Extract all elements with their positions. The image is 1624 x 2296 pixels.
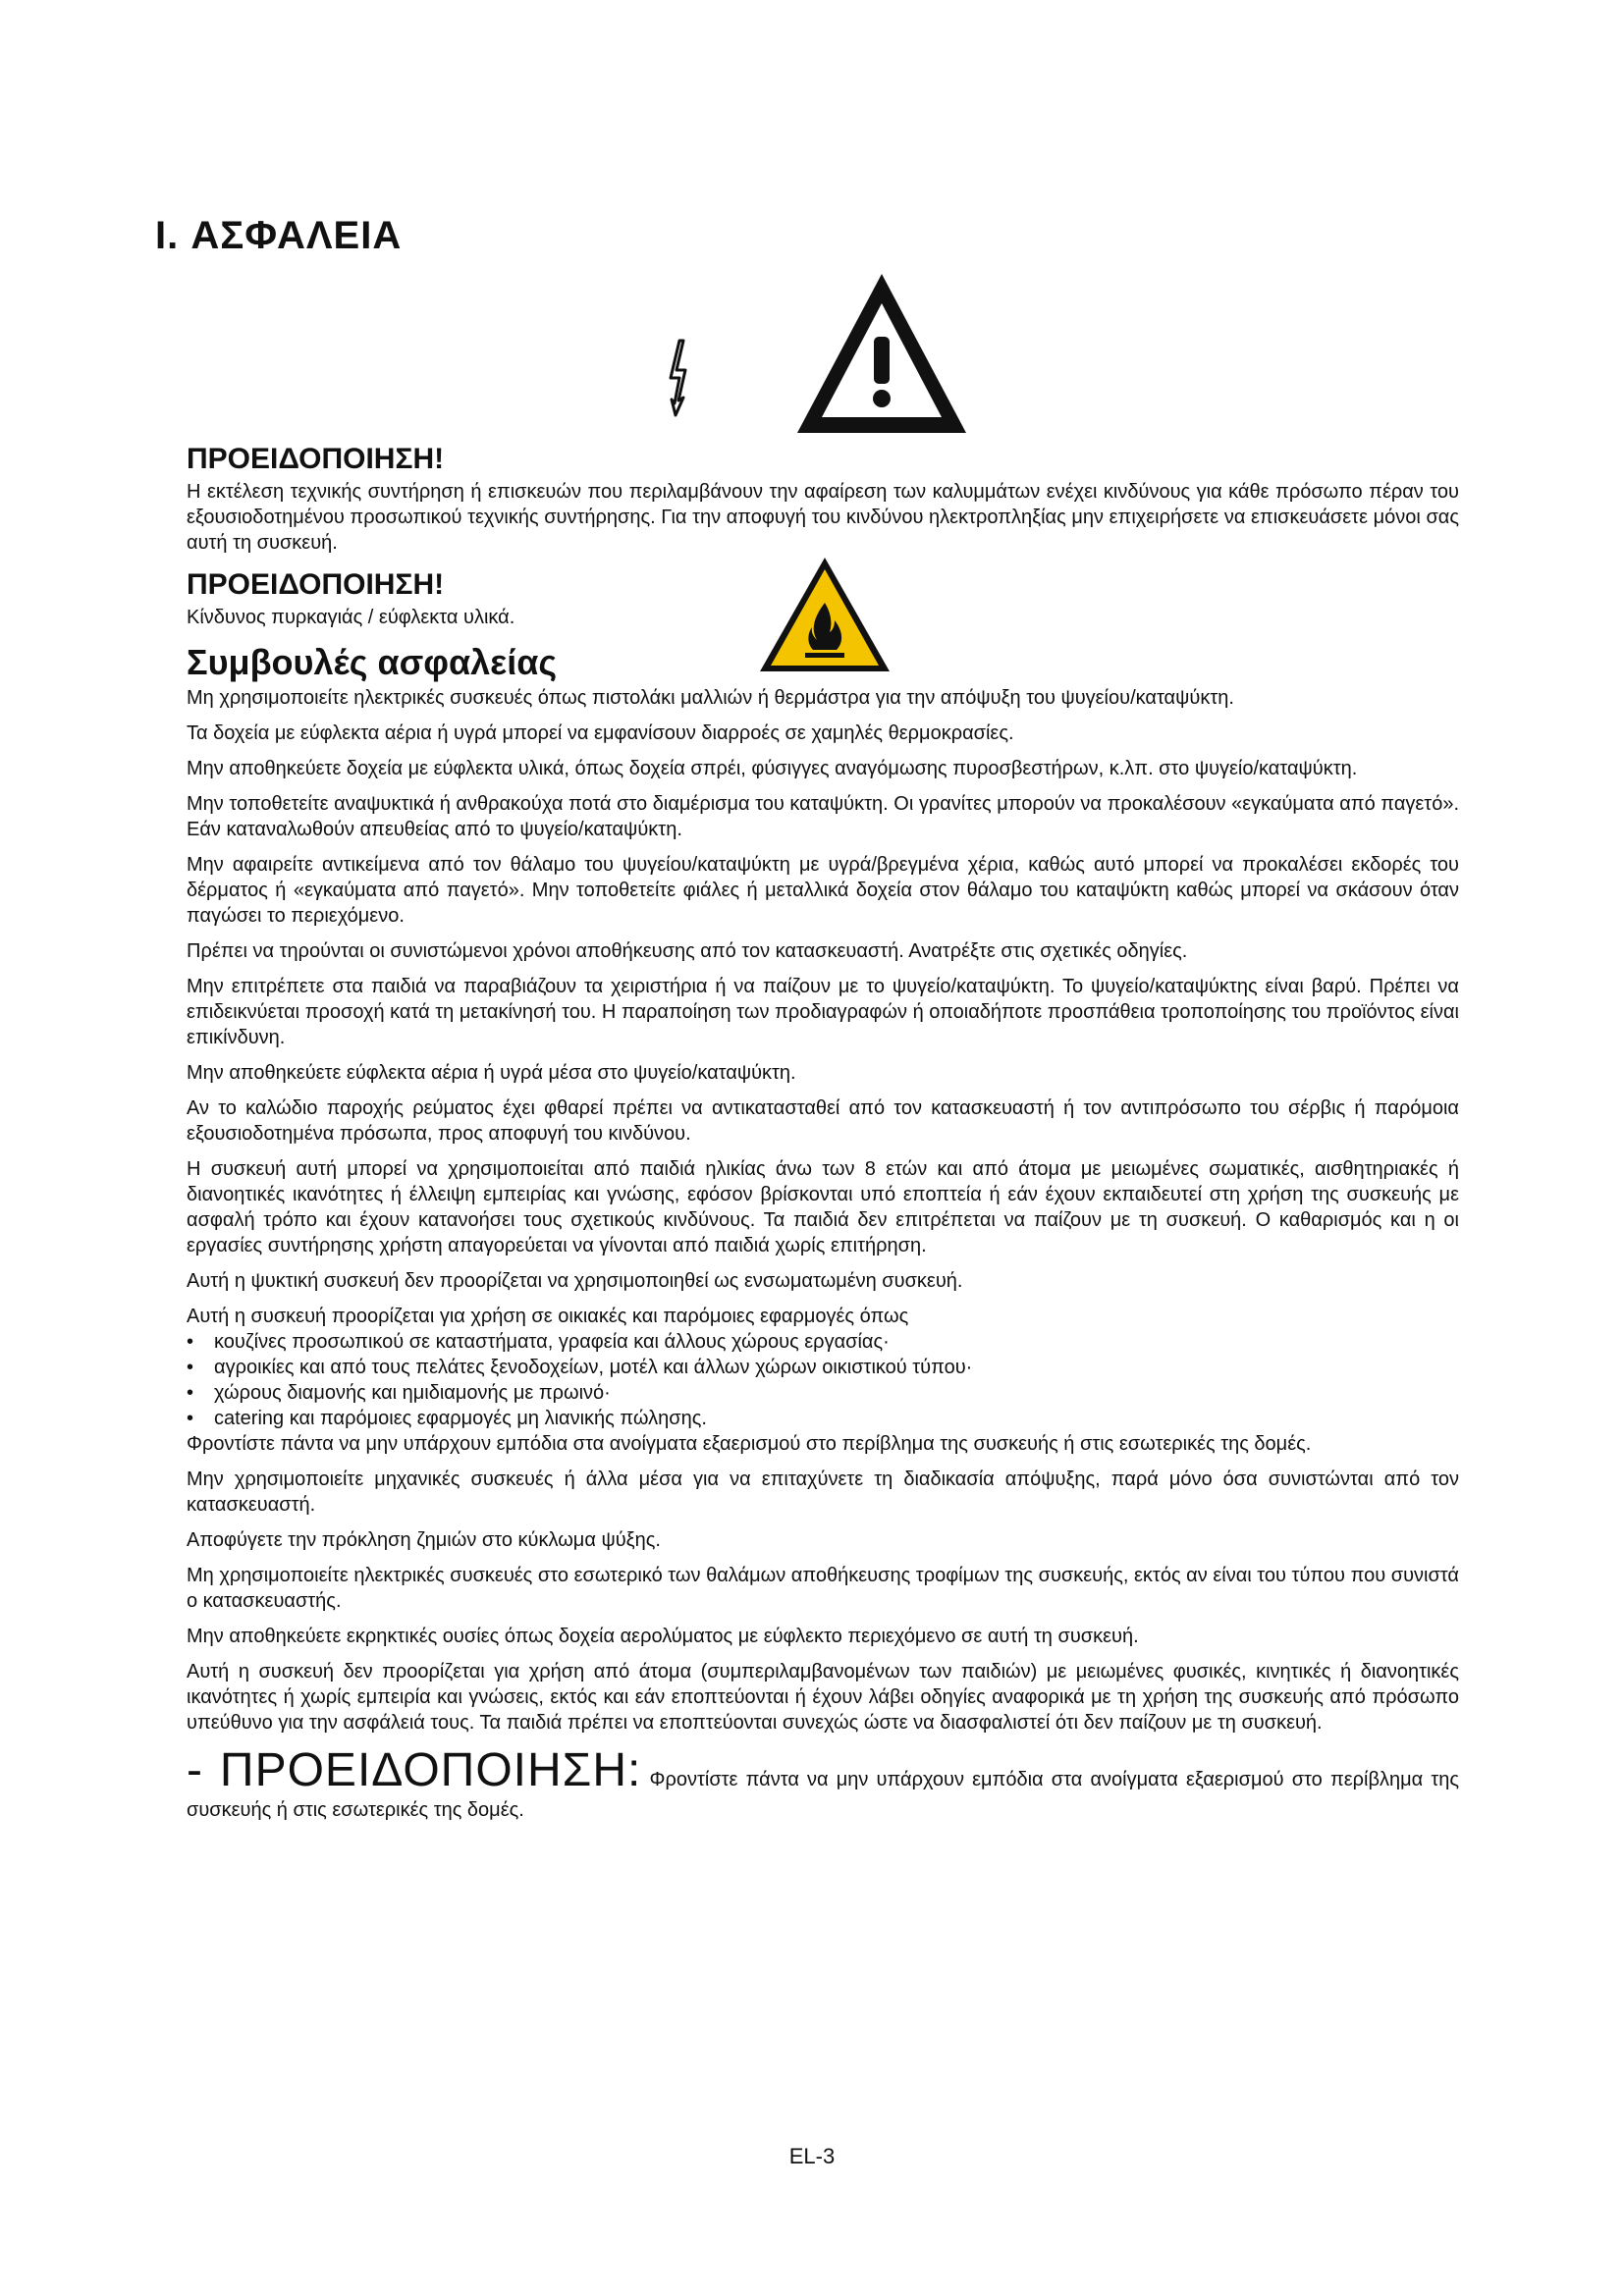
paragraph: Μη χρησιμοποιείτε ηλεκτρικές συσκευές όπως πιστολάκι μαλλιών ή θερμάστρα για την απόψυξη του ψυγείου/καταψύκτη. <box>187 687 1234 709</box>
list-item: • catering και παρόμοιες εφαρμογές μη λιανικής πώλησης. <box>187 1406 1459 1431</box>
flammable-icon <box>756 554 893 677</box>
warning-text-1: Η εκτέλεση τεχνικής συντήρηση ή επισκευών που περιλαμβάνουν την αφαίρεση των καλυμμάτων ενέχει κινδύνους για κάθε πρόσωπο πέραν του εξουσιοδοτημένου προσωπικού τεχνικής συντήρησης. Για την αποφυγή του κινδύνου ηλεκτροπληξίας μην επιχειρήσετε να επισκευάσετε μόνοι σας αυτή τη συσκευή. <box>187 481 1459 554</box>
list-item: • χώρους διαμονής και ημιδιαμονής με πρωινό· <box>187 1380 1459 1406</box>
page-number: EL-3 <box>788 2144 836 2168</box>
paragraph: Τα δοχεία με εύφλεκτα αέρια ή υγρά μπορεί να εμφανίσουν διαρροές σε χαμηλές θερμοκρασίες. <box>187 722 1014 744</box>
paragraph: Αν το καλώδιο παροχής ρεύματος έχει φθαρεί πρέπει να αντικατασταθεί από τον κατασκευαστή ή τον αντιπρόσωπο του σέρβις ή παρόμοια εξουσιοδοτημένα πρόσωπα, προς αποφυγή του κινδύνου. <box>187 1097 1459 1145</box>
warning-heading-1: ΠΡΟΕΙΔΟΠΟΙΗΣΗ! <box>187 443 445 475</box>
usage-list <box>187 1329 1459 1431</box>
paragraph: Μη χρησιμοποιείτε ηλεκτρικές συσκευές στο εσωτερικό των θαλάμων αποθήκευσης τροφίμων της συσκευής, εκτός αν είναι του τύπου που συνιστά ο κατασκευαστής. <box>187 1565 1459 1612</box>
paragraph: Η συσκευή αυτή μπορεί να χρησιμοποιείται από παιδιά ηλικίας άνω των 8 ετών και από άτομα με μειωμένες σωματικές, αισθητηριακές ή διανοητικές ικανότητες ή έλλειψη εμπειρίας και γνώσης, εφόσον βρίσκονται υπό εποπτεία ή εάν έχουν εκπαιδευτεί στη χρήση της συσκευής με ασφαλή τρόπο και έχουν κατανοήσει τους σχετικούς κινδύνους. Τα παιδιά δεν επιτρέπεται να παίζουν με τη συσκευή. Ο καθαρισμός και η οι εργασίες συντήρησης χρήστη απαγορεύεται να γίνονται από παιδιά χωρίς επιτήρηση. <box>187 1158 1459 1256</box>
paragraph: Μην τοποθετείτε αναψυκτικά ή ανθρακούχα ποτά στο διαμέρισμα του καταψύκτη. Οι γρανίτες μπορούν να προκαλέσουν «εγκαύματα από παγετό». Εάν καταναλωθούν απευθείας από το ψυγείο/καταψύκτη. <box>187 793 1459 840</box>
paragraph: Αυτή η συσκευή δεν προορίζεται για χρήση από άτομα (συμπεριλαμβανομένων των παιδιών) με μειωμένες φυσικές, κινητικές ή διανοητικές ικανότητες ή χωρίς εμπειρία και γνώσεις, εκτός και εάν εποπτεύονται ή έχουν λάβει οδηγίες αναφορικά με τη χρήση της συσκευής από πρόσωπο υπεύθυνο για την ασφάλειά τους. Τα παιδιά πρέπει να εποπτεύονται συνεχώς ώστε να διασφαλιστεί ότι δεν παίζουν με τη συσκευή. <box>187 1661 1459 1734</box>
list-item: • κουζίνες προσωπικού σε καταστήματα, γραφεία και άλλους χώρους εργασίας· <box>187 1329 1459 1355</box>
final-warning <box>187 1745 1459 1824</box>
list-item: • αγροικίες και από τους πελάτες ξενοδοχείων, μοτέλ και άλλων χώρων οικιστικού τύπου· <box>187 1355 1459 1380</box>
section-title: I. ΑΣΦΑΛΕΙΑ <box>155 214 403 257</box>
paragraph: Μην χρησιμοποιείτε μηχανικές συσκευές ή άλλα μέσα για να επιταχύνετε τη διαδικασία απόψυξης, παρά μόνο όσα συνιστώνται από τον κατασκευαστή. <box>187 1468 1459 1516</box>
paragraph: Μην αφαιρείτε αντικείμενα από τον θάλαμο του ψυγείου/καταψύκτη με υγρά/βρεγμένα χέρια, καθώς αυτό μπορεί να προκαλέσει εκδορές του δέρματος ή «εγκαύματα από παγετό». Μην τοποθετείτε φιάλες ή μεταλλικά δοχεία στον θάλαμο του καταψύκτη καθώς μπορεί να σκάσουν όταν παγώσει το περιεχόμενο. <box>187 854 1459 927</box>
usage-intro: Αυτή η συσκευή προορίζεται για χρήση σε οικιακές και παρόμοιες εφαρμογές όπως <box>187 1306 909 1327</box>
paragraph: Μην αποθηκεύετε δοχεία με εύφλεκτα υλικά, όπως δοχεία σπρέι, φύσιγγες αναγόμωσης πυροσβεστήρων, κ.λπ. στο ψυγείο/καταψύκτη. <box>187 758 1358 779</box>
paragraph: Αποφύγετε την πρόκληση ζημιών στο κύκλωμα ψύξης. <box>187 1529 661 1551</box>
paragraph: Μην αποθηκεύετε εύφλεκτα αέρια ή υγρά μέσα στο ψυγείο/καταψύκτη. <box>187 1062 796 1084</box>
final-warning-text: Φροντίστε πάντα να μην υπάρχουν εμπόδια στα ανοίγματα εξαερισμού στο περίβλημα της συσκευής ή στις εσωτερικές της δομές. <box>187 1769 1460 1821</box>
lightning-icon <box>664 339 693 417</box>
safety-tips-heading: Συμβουλές ασφαλείας <box>187 642 558 682</box>
content <box>187 440 1459 1824</box>
paragraph: Φροντίστε πάντα να μην υπάρχουν εμπόδια στα ανοίγματα εξαερισμού στο περίβλημα της συσκευής ή στις εσωτερικές της δομές. <box>187 1433 1312 1455</box>
final-warning-label: - ΠΡΟΕΙΔΟΠΟΙΗΣΗ: <box>187 1744 642 1796</box>
warning-triangle-icon <box>793 270 970 437</box>
paragraph: Μην επιτρέπετε στα παιδιά να παραβιάζουν τα χειριστήρια ή να παίζουν με το ψυγείο/καταψύκτη. Το ψυγείο/καταψύκτης είναι βαρύ. Πρέπει να επιδεικνύεται προσοχή κατά τη μετακίνησή του. Η παραποίηση των προδιαγραφών ή οποιαδήποτε προσπάθεια τροποποίησης του προϊόντος είναι επικίνδυνη. <box>187 976 1459 1048</box>
warning-text-2: Κίνδυνος πυρκαγιάς / εύφλεκτα υλικά. <box>187 607 515 628</box>
paragraph: Μην αποθηκεύετε εκρηκτικές ουσίες όπως δοχεία αερολύματος με εύφλεκτο περιεχόμενο σε αυτή τη συσκευή. <box>187 1626 1139 1647</box>
paragraph: Αυτή η ψυκτική συσκευή δεν προορίζεται να χρησιμοποιηθεί ως ενσωματωμένη συσκευή. <box>187 1270 963 1292</box>
fire-warning-block <box>187 565 1459 685</box>
paragraph: Πρέπει να τηρούνται οι συνιστώμενοι χρόνοι αποθήκευσης από τον κατασκευαστή. Ανατρέξτε στις σχετικές οδηγίες. <box>187 940 1188 962</box>
warning-heading-2: ΠΡΟΕΙΔΟΠΟΙΗΣΗ! <box>187 568 445 601</box>
